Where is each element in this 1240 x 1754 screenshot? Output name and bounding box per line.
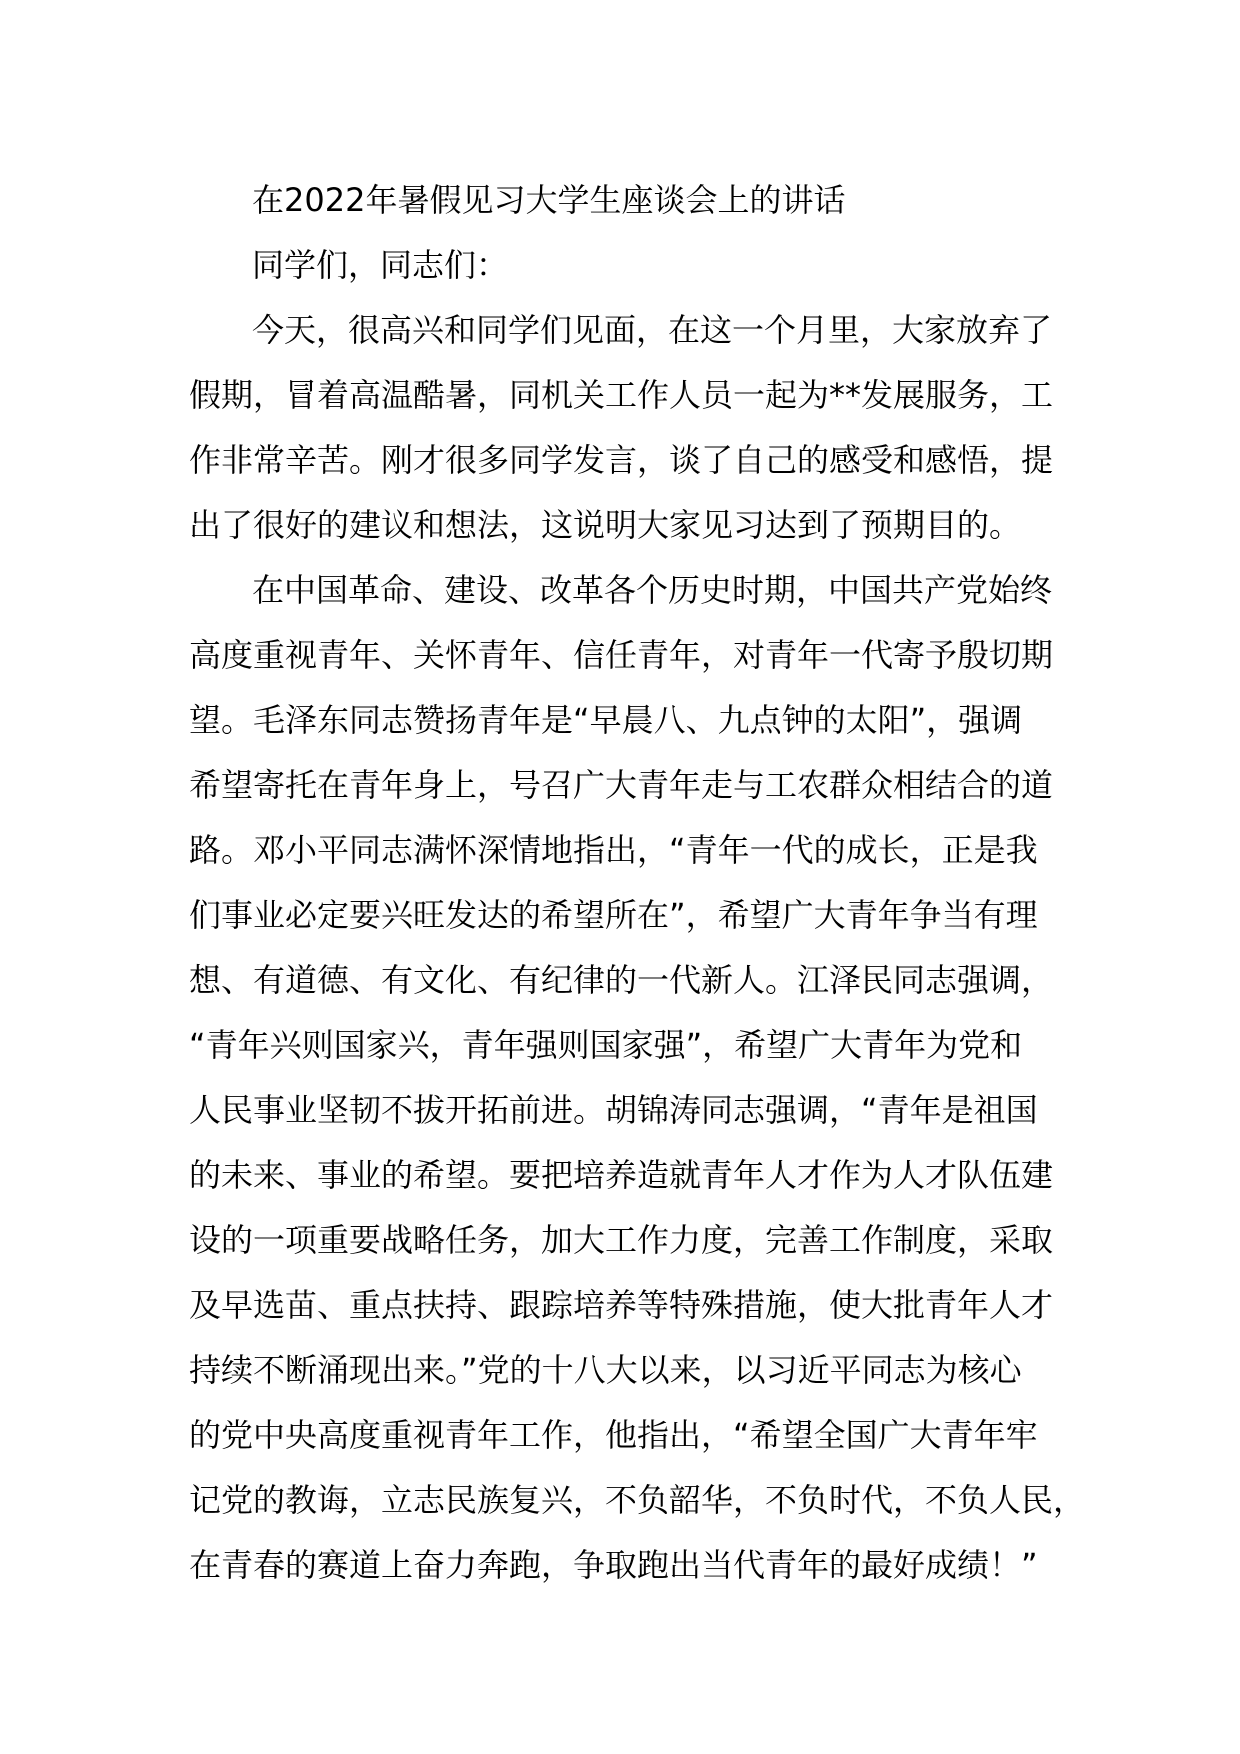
paragraph-line: 今天，很高兴和同学们见面，在这一个月里，大家放弃了 [252,311,1053,349]
paragraph-line: 望。毛泽东同志赞扬青年是“早晨八、九点钟的太阳”，强调 [189,701,1023,739]
paragraph-line: 在中国革命、建设、改革各个历史时期，中国共产党始终 [252,571,1053,609]
paragraph-line: 希望寄托在青年身上，号召广大青年走与工农群众相结合的道 [189,766,1054,804]
paragraph-line: 人民事业坚韧不拔开拓前进。胡锦涛同志强调，“青年是祖国 [189,1091,1038,1129]
paragraph-line: 作非常辛苦。刚才很多同学发言，谈了自己的感受和感悟，提 [189,441,1054,479]
paragraph-line: 持续不断涌现出来。”党的十八大以来，以习近平同志为核心 [189,1351,1022,1389]
paragraph-line: 假期，冒着高温酷暑，同机关工作人员一起为**发展服务，工 [189,376,1054,414]
document-body [189,168,1086,1598]
paragraph-line: 想、有道德、有文化、有纪律的一代新人。江泽民同志强调， [189,961,1054,999]
paragraph-line: 们事业必定要兴旺发达的希望所在”，希望广大青年争当有理 [189,896,1038,934]
paragraph-line: 的未来、事业的希望。要把培养造就青年人才作为人才队伍建 [189,1156,1054,1194]
paragraph-line: 在青春的赛道上奋力奔跑，争取跑出当代青年的最好成绩！” [189,1546,1038,1584]
paragraph-line: 及早选苗、重点扶持、跟踪培养等特殊措施，使大批青年人才 [189,1286,1054,1324]
paragraph-line: 高度重视青年、关怀青年、信任青年，对青年一代寄予殷切期 [189,636,1054,674]
paragraph-1 [189,298,1069,558]
paragraph-line: 设的一项重要战略任务，加大工作力度，完善工作制度，采取 [189,1221,1054,1259]
paragraph-line: 记党的教诲，立志民族复兴，不负韶华，不负时代，不负人民， [189,1481,1086,1519]
paragraph-2 [189,558,1086,1598]
document-title: 在2022年暑假见习大学生座谈会上的讲话 [252,181,846,219]
greeting: 同学们，同志们： [252,246,509,284]
paragraph-line: 的党中央高度重视青年工作，他指出，“希望全国广大青年牢 [189,1416,1038,1454]
paragraph-line: 路。邓小平同志满怀深情地指出，“青年一代的成长，正是我 [189,831,1038,869]
paragraph-line: “青年兴则国家兴，青年强则国家强”，希望广大青年为党和 [189,1026,1023,1064]
paragraph-line: 出了很好的建议和想法，这说明大家见习达到了预期目的。 [189,506,1022,544]
